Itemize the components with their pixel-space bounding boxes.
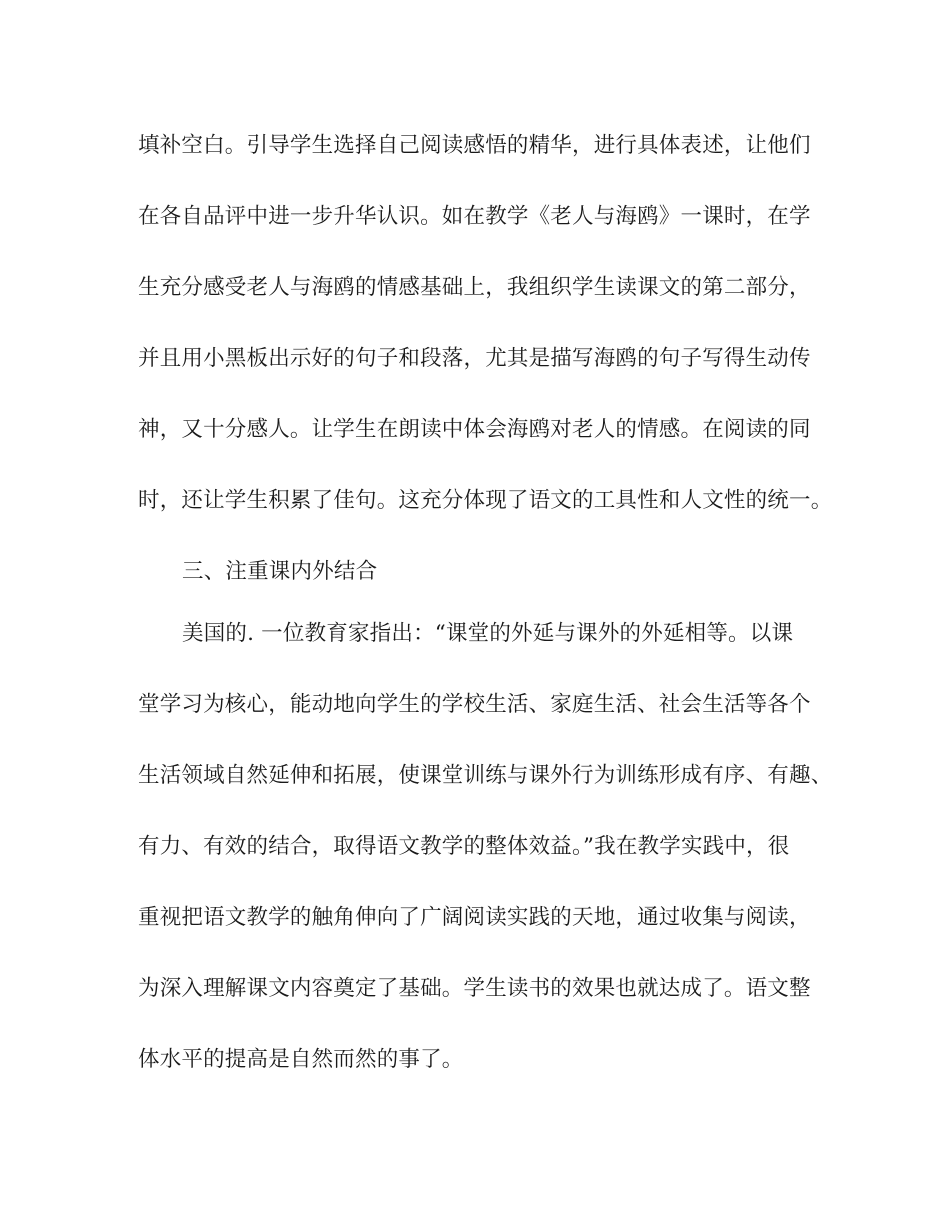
paragraph-line: 重视把语文教学的触角伸向了广阔阅读实践的天地，通过收集与阅读， (138, 905, 811, 930)
paragraph-line: 美国的. 一位教育家指出：“课堂的外延与课外的外延相等。以课 (182, 621, 794, 646)
paragraph-line: 时，还让学生积累了佳句。这充分体现了语文的工具性和人文性的统一。 (138, 488, 833, 513)
paragraph-line: 为深入理解课文内容奠定了基础。学生读书的效果也就达成了。语文整 (138, 976, 811, 1001)
paragraph-line: 填补空白。引导学生选择自己阅读感悟的精华，进行具体表述，让他们 (138, 133, 811, 158)
paragraph-line: 生活领域自然延伸和拓展，使课堂训练与课外行为训练形成有序、有趣、 (138, 763, 833, 788)
paragraph-line: 堂学习为核心，能动地向学生的学校生活、家庭生活、社会生活等各个 (138, 692, 811, 717)
paragraph-line: 生充分感受老人与海鸥的情感基础上，我组织学生读课文的第二部分， (138, 275, 811, 300)
paragraph-line: 神，又十分感人。让学生在朗读中体会海鸥对老人的情感。在阅读的同 (138, 417, 811, 442)
section-heading: 三、注重课内外结合 (182, 559, 378, 584)
paragraph-line: 并且用小黑板出示好的句子和段落，尤其是描写海鸥的句子写得生动传 (138, 346, 811, 371)
paragraph-line: 在各自品评中进一步升华认识。如在教学《老人与海鸥》一课时，在学 (138, 204, 811, 229)
paragraph-line: 体水平的提高是自然而然的事了。 (138, 1047, 464, 1072)
paragraph-line: 有力、有效的结合，取得语文教学的整体效益。”我在教学实践中，很 (138, 834, 790, 859)
